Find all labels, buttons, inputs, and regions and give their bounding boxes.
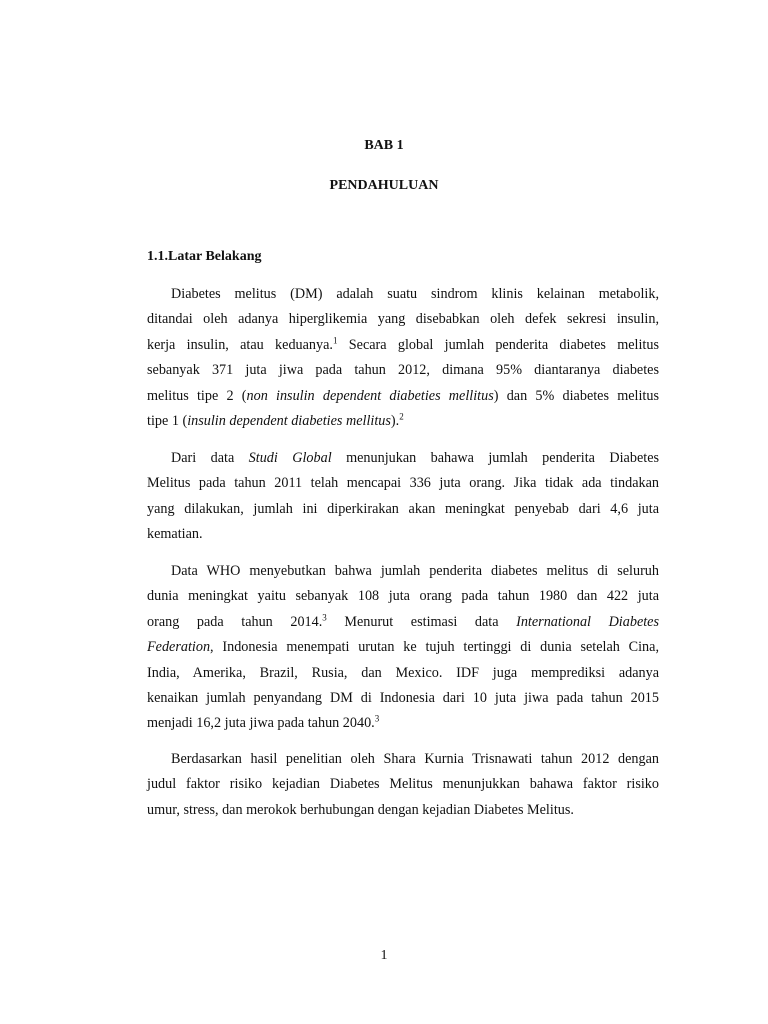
chapter-title: PENDAHULUAN bbox=[329, 178, 439, 193]
paragraph-line: kematian. bbox=[147, 526, 203, 543]
paragraph-line: umur, stress, dan merokok berhubungan dengan kejadian Diabetes Melitus. bbox=[147, 801, 574, 818]
paragraph-line: menjadi 16,2 juta jiwa pada tahun 2040.$^3$ bbox=[147, 713, 380, 732]
paragraph-line: orang pada tahun 2014.$^3$ Menurut estimasi data International Diabetes bbox=[147, 612, 659, 630]
paragraph-line: yang dilakukan, jumlah ini diperkirakan akan meningkat penyebab dari 4,6 juta bbox=[147, 500, 659, 517]
paragraph-line: judul faktor risiko kejadian Diabetes Melitus menunjukkan bahawa faktor risiko bbox=[147, 776, 659, 793]
paragraph-line: Federation, Indonesia menempati urutan ke tujuh tertinggi di dunia setelah Cina, bbox=[147, 639, 659, 656]
italic-term: Studi Global bbox=[248, 450, 332, 466]
paragraph-line: Diabetes melitus (DM) adalah suatu sindrom klinis kelainan metabolik, bbox=[171, 286, 659, 302]
italic-term: International Diabetes bbox=[516, 613, 659, 630]
italic-term: insulin dependent diabeties mellitus bbox=[187, 412, 391, 429]
footnote-ref: 2 bbox=[399, 411, 404, 422]
paragraph-line: tipe 1 (insulin dependent diabeties mellitus).$^2$ bbox=[147, 411, 404, 429]
italic-term: non insulin dependent diabeties mellitus bbox=[246, 387, 494, 404]
footnote-ref: 3 bbox=[322, 612, 327, 623]
paragraph-2 bbox=[147, 446, 659, 548]
paragraph-line: kenaikan jumlah penyandang DM di Indonesia dari 10 juta jiwa pada tahun 2015 bbox=[147, 689, 659, 706]
chapter-number: BAB 1 bbox=[364, 138, 404, 153]
paragraph-line: melitus tipe 2 (non insulin dependent diabeties mellitus) dan 5% diabetes melitus bbox=[147, 387, 659, 404]
section-heading: 1.1.Latar Belakang bbox=[147, 249, 262, 264]
paragraph-line: Melitus pada tahun 2011 telah mencapai 336 juta orang. Jika tidak ada tindakan bbox=[147, 475, 659, 492]
paragraph-1 bbox=[147, 282, 659, 434]
paragraph-line: sebanyak 371 juta jiwa pada tahun 2012, dimana 95% diantaranya diabetes bbox=[147, 362, 659, 379]
paragraph-line: ditandai oleh adanya hiperglikemia yang disebabkan oleh defek sekresi insulin, bbox=[147, 311, 659, 328]
paragraph-line: dunia meningkat yaitu sebanyak 108 juta orang pada tahun 1980 dan 422 juta bbox=[147, 588, 659, 605]
italic-term: Federation bbox=[147, 639, 211, 656]
footnote-ref: 1 bbox=[332, 335, 338, 346]
paragraph-line: kerja insulin, atau keduanya.$^1$ Secara global jumlah penderita diabetes melitus bbox=[147, 335, 659, 353]
paragraph-3 bbox=[147, 559, 659, 737]
paragraph-line: Dari data Studi Global menunjukan bahawa jumlah penderita Diabetes bbox=[171, 450, 660, 466]
paragraph-line: India, Amerika, Brazil, Rusia, dan Mexico. IDF juga memprediksi adanya bbox=[147, 664, 659, 681]
page-number: 1 bbox=[380, 948, 388, 963]
paragraph-4 bbox=[147, 747, 659, 823]
paragraph-line: Data WHO menyebutkan bahwa jumlah penderita diabetes melitus di seluruh bbox=[171, 563, 659, 579]
footnote-ref: 3 bbox=[374, 713, 380, 724]
paragraph-line: Berdasarkan hasil penelitian oleh Shara Kurnia Trisnawati tahun 2012 dengan bbox=[171, 751, 659, 767]
